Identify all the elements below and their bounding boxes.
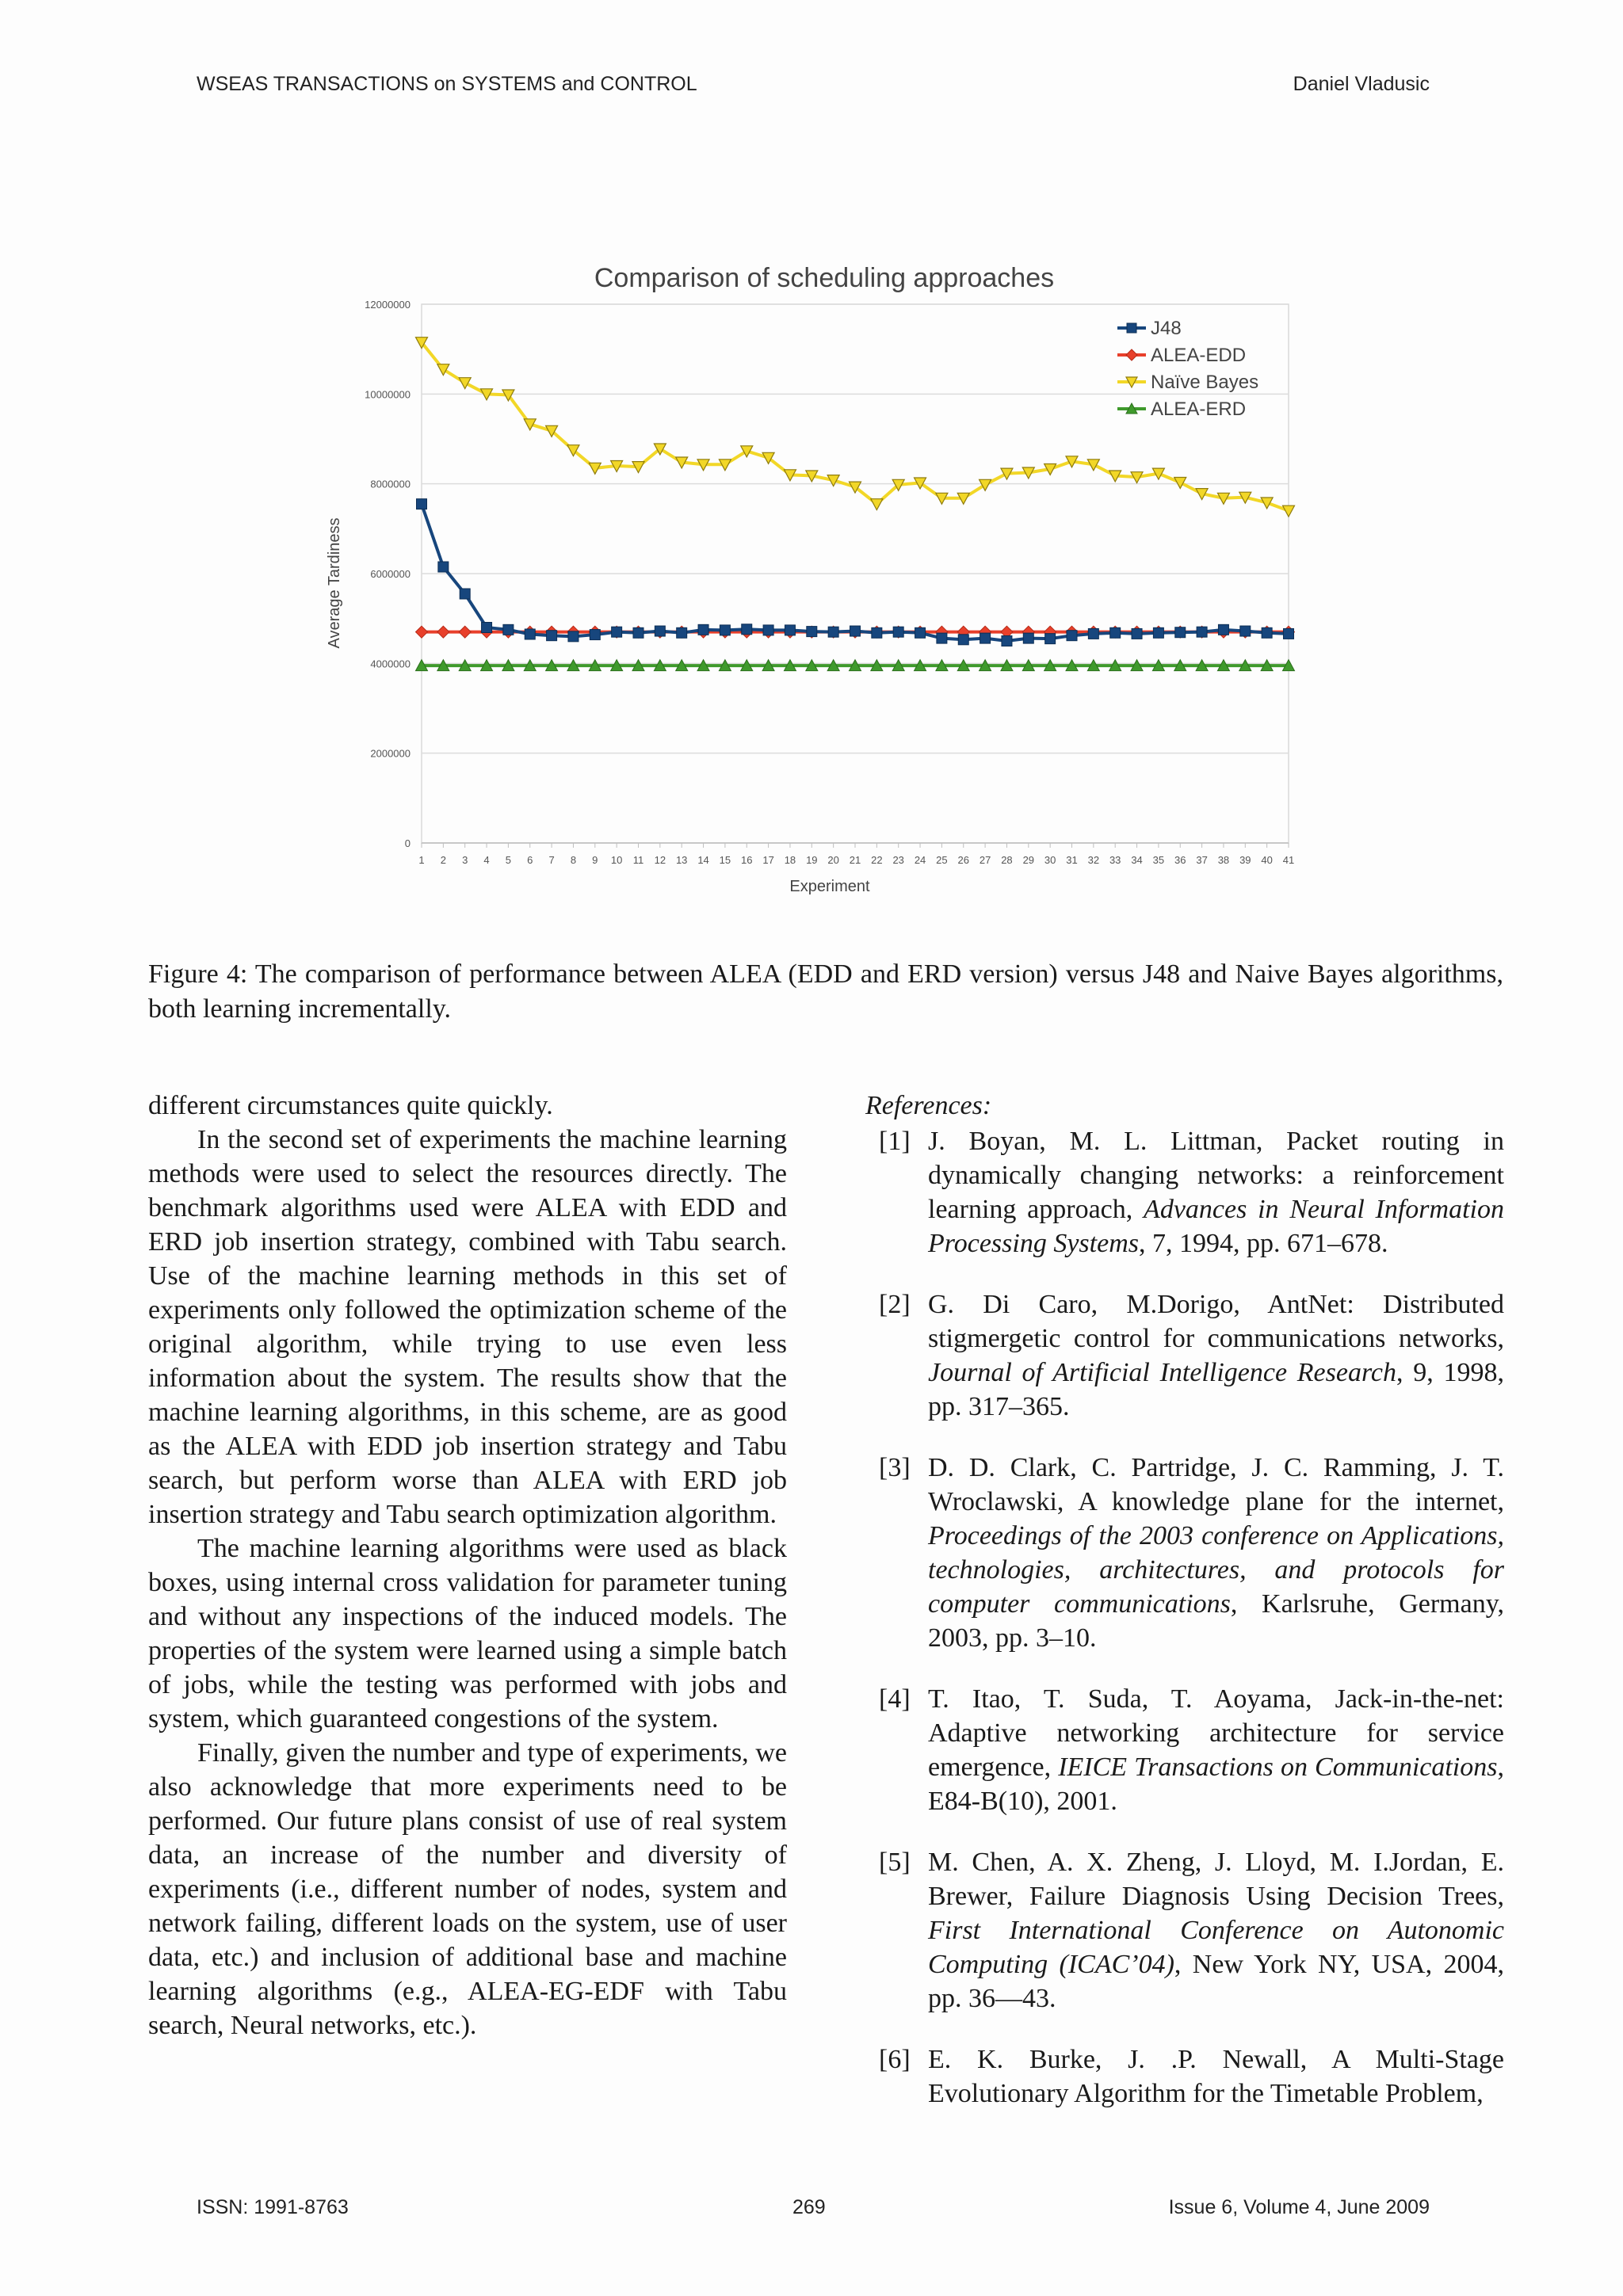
x-tick-label: 4 [483, 854, 490, 866]
x-tick-label: 18 [784, 854, 796, 866]
x-tick-label: 25 [936, 854, 948, 866]
data-point-j48 [1153, 627, 1163, 638]
reference-authors: M. Chen, A. X. Zheng, J. Lloyd, M. I.Jordan, E. Brewer, Failure Diagnosis Using Decision Trees, [928, 1848, 1504, 1911]
data-point-j48 [655, 626, 665, 636]
x-tick-label: 17 [762, 854, 774, 866]
x-tick-label: 10 [610, 854, 623, 866]
y-tick-label: 2000000 [370, 747, 411, 760]
reference-item [865, 1287, 1504, 1424]
reference-authors: T. Itao, T. Suda, T. Aoyama, Jack-in-the-net: Adaptive networking architecture for service emergence, [928, 1684, 1504, 1782]
x-tick-label: 30 [1044, 854, 1056, 866]
data-point-j48 [1110, 627, 1121, 638]
x-axis-label: Experiment [789, 878, 870, 895]
data-point-j48 [525, 629, 535, 639]
x-tick-label: 14 [697, 854, 709, 866]
reference-item [865, 1845, 1504, 2016]
x-tick-label: 16 [741, 854, 753, 866]
reference-details: , 7, 1994, pp. 671–678. [1138, 1229, 1388, 1258]
legend-item-j48 [1117, 318, 1182, 339]
reference-number: [6] [879, 2045, 911, 2074]
data-point-j48 [1284, 628, 1294, 639]
x-tick-label: 24 [914, 854, 926, 866]
data-point-j48 [1002, 636, 1012, 646]
reference-number: [3] [879, 1453, 911, 1482]
data-point-j48 [958, 635, 968, 645]
reference-authors: G. Di Caro, M.Dorigo, AntNet: Distributed stigmergetic control for communications networks, [928, 1290, 1504, 1353]
x-tick-label: 3 [462, 854, 468, 866]
x-tick-label: 11 [632, 854, 644, 866]
legend-label: Naïve Bayes [1151, 372, 1259, 393]
paragraph-black-boxes: The machine learning algorithms were used as black boxes, using internal cross validation for parameter tuning and without any inspections of the induced models. The properties of the system were learned using a simple batch of jobs, while the testing was performed with jobs and system, which guaranteed congestions of the system. [148, 1534, 787, 1733]
reference-item [865, 1682, 1504, 1818]
figure-4-chart [317, 252, 1316, 910]
x-tick-label: 35 [1152, 854, 1165, 866]
x-tick-label: 1 [418, 854, 425, 866]
footer-issue: Issue 6, Volume 4, June 2009 [1168, 2196, 1430, 2218]
x-tick-label: 40 [1261, 854, 1273, 866]
data-point-alea-edd [437, 626, 449, 638]
reference-number: [5] [879, 1848, 911, 1877]
x-tick-label: 27 [979, 854, 991, 866]
x-tick-label: 5 [505, 854, 512, 866]
data-point-j48 [915, 627, 926, 638]
data-point-j48 [1262, 627, 1272, 638]
x-tick-label: 31 [1066, 854, 1078, 866]
x-tick-label: 36 [1174, 854, 1186, 866]
data-point-j48 [1023, 633, 1033, 643]
reference-details: , 9, 1998, pp. 317–365. [928, 1358, 1504, 1421]
legend-label: ALEA-ERD [1151, 399, 1247, 420]
x-tick-label: 23 [892, 854, 904, 866]
chart-legend [1117, 318, 1258, 420]
y-tick-label: 0 [404, 837, 411, 849]
data-point-j48 [1045, 634, 1056, 644]
data-point-j48 [850, 626, 861, 636]
data-point-alea-edd [416, 626, 428, 638]
x-tick-label: 32 [1087, 854, 1100, 866]
legend-label: J48 [1151, 318, 1182, 339]
x-tick-label: 33 [1109, 854, 1121, 866]
chart-title: Comparison of scheduling approaches [594, 263, 1055, 293]
reference-details: , Karlsruhe, Germany, 2003, pp. 3–10. [928, 1589, 1504, 1653]
x-tick-label: 26 [957, 854, 969, 866]
data-point-j48 [828, 627, 838, 637]
data-point-j48 [568, 631, 579, 642]
reference-number: [2] [879, 1290, 911, 1319]
legend-label: ALEA-EDD [1151, 345, 1247, 366]
reference-item [865, 1124, 1504, 1261]
data-point-j48 [1088, 628, 1098, 639]
data-point-j48 [417, 499, 427, 509]
y-tick-label: 6000000 [370, 568, 411, 580]
reference-venue: Advances in Neural Information Processing Systems [928, 1195, 1504, 1258]
legend-marker [1127, 323, 1136, 333]
data-point-j48 [677, 627, 687, 638]
data-point-j48 [482, 623, 492, 633]
data-point-j48 [698, 624, 708, 635]
legend-marker [1126, 349, 1137, 360]
x-tick-label: 12 [654, 854, 666, 866]
y-tick-label: 12000000 [365, 299, 411, 311]
data-point-j48 [785, 625, 795, 635]
x-tick-label: 6 [527, 854, 533, 866]
x-tick-label: 29 [1022, 854, 1035, 866]
reference-details: , E84-B(10), 2001. [928, 1753, 1504, 1816]
references-section [865, 1089, 1504, 2138]
data-point-j48 [612, 627, 622, 637]
data-point-j48 [633, 627, 643, 638]
reference-number: [4] [879, 1684, 911, 1714]
reference-venue: Journal of Artificial Intelligence Research [928, 1358, 1397, 1387]
reference-details: , New York NY, USA, 2004, pp. 36—43. [928, 1950, 1504, 2013]
data-point-j48 [1175, 627, 1186, 638]
footer-issn: ISSN: 1991-8763 [197, 2196, 349, 2218]
y-axis-label: Average Tardiness [326, 517, 343, 649]
data-point-j48 [742, 624, 752, 635]
x-tick-label: 13 [675, 854, 688, 866]
data-point-j48 [1240, 626, 1251, 636]
series-alea-erd [416, 660, 1295, 671]
body-text-left-column [148, 1089, 787, 2042]
figure-caption: Figure 4: The comparison of performance between ALEA (EDD and ERD version) versus J48 and Naive Bayes algorithms, both learning incrementally. [148, 959, 1503, 1024]
x-tick-label: 28 [1001, 854, 1013, 866]
legend-item-naive-bayes [1117, 372, 1258, 393]
data-point-j48 [1132, 628, 1142, 639]
data-point-j48 [503, 624, 514, 635]
running-header-author: Daniel Vladusic [1293, 73, 1430, 95]
x-tick-label: 9 [592, 854, 598, 866]
data-point-j48 [720, 625, 730, 635]
paragraph-continuation: different circumstances quite quickly. [148, 1091, 553, 1120]
y-tick-label: 10000000 [365, 388, 411, 401]
data-point-j48 [438, 562, 449, 572]
x-tick-label: 41 [1282, 854, 1295, 866]
data-point-j48 [1067, 631, 1077, 641]
reference-venue: IEICE Transactions on Communications [1058, 1753, 1498, 1782]
reference-authors: D. D. Clark, C. Partridge, J. C. Ramming, J. T. Wroclawski, A knowledge plane for the internet, [928, 1453, 1504, 1516]
x-tick-label: 34 [1131, 854, 1143, 866]
data-point-j48 [937, 633, 947, 643]
data-point-j48 [590, 630, 600, 640]
data-point-j48 [763, 625, 773, 635]
y-tick-label: 8000000 [370, 478, 411, 490]
footer-page-number: 269 [792, 2196, 826, 2218]
data-point-j48 [807, 627, 817, 637]
reference-authors: E. K. Burke, J. .P. Newall, A Multi-Stage Evolutionary Algorithm for the Timetable Problem, [928, 2045, 1504, 2108]
reference-item [865, 2042, 1504, 2111]
data-point-j48 [980, 633, 991, 643]
data-point-j48 [872, 627, 882, 638]
data-point-j48 [893, 627, 903, 637]
reference-item [865, 1451, 1504, 1655]
x-tick-label: 19 [806, 854, 818, 866]
series-j48 [417, 499, 1294, 646]
x-tick-label: 20 [827, 854, 839, 866]
data-point-alea-edd [459, 626, 471, 638]
reference-number: [1] [879, 1127, 911, 1156]
data-point-j48 [1197, 627, 1207, 637]
legend-item-alea-edd [1117, 345, 1246, 366]
x-tick-label: 22 [871, 854, 883, 866]
series-line-j48 [422, 504, 1289, 641]
reference-venue: First International Conference on Autonomic Computing (ICAC’04) [928, 1916, 1504, 1979]
x-tick-label: 39 [1239, 854, 1251, 866]
reference-venue: Proceedings of the 2003 conference on Applications, technologies, architectures, and protocols for computer communications [928, 1521, 1504, 1619]
data-point-j48 [547, 631, 557, 641]
data-point-naive-bayes [871, 499, 883, 510]
x-tick-label: 37 [1196, 854, 1208, 866]
x-tick-label: 7 [548, 854, 555, 866]
running-header-journal: WSEAS TRANSACTIONS on SYSTEMS and CONTROL [197, 73, 697, 95]
x-tick-label: 2 [440, 854, 446, 866]
paragraph-second-experiments: In the second set of experiments the machine learning methods were used to select the resources directly. The benchmark algorithms used were ALEA with EDD and ERD job insertion strategy, combined with Tabu search. Use of the machine learning methods in this set of experiments only followed the optimization scheme of the original algorithm, while trying to use even less information about the system. The results show that the machine learning algorithms, in this scheme, are as good as the ALEA with EDD job insertion strategy and Tabu search, but perform worse than ALEA with ERD job insertion strategy and Tabu search optimization algorithm. [148, 1125, 787, 1529]
x-tick-label: 8 [570, 854, 577, 866]
x-tick-label: 38 [1217, 854, 1230, 866]
data-point-naive-bayes [1283, 505, 1295, 517]
data-point-j48 [1218, 624, 1228, 635]
reference-authors: J. Boyan, M. L. Littman, Packet routing in dynamically changing networks: a reinforcement learning approach, [928, 1127, 1504, 1224]
paragraph-future-work: Finally, given the number and type of experiments, we also acknowledge that more experiments need to be performed. Our future plans consist of use of real system data, an increase of the number and diversity of experiments (i.e., different number of nodes, system and network failing, different loads on the system, use of user data, etc.) and inclusion of additional base and machine learning algorithms (e.g., ALEA-EG-EDF with Tabu search, Neural networks, etc.). [148, 1738, 787, 2040]
y-tick-label: 4000000 [370, 658, 411, 670]
chart-svg [317, 252, 1316, 910]
x-tick-label: 21 [849, 854, 861, 866]
legend-item-alea-erd [1117, 399, 1246, 420]
references-heading: References: [865, 1091, 992, 1120]
data-point-j48 [460, 589, 470, 599]
x-tick-label: 15 [719, 854, 731, 866]
